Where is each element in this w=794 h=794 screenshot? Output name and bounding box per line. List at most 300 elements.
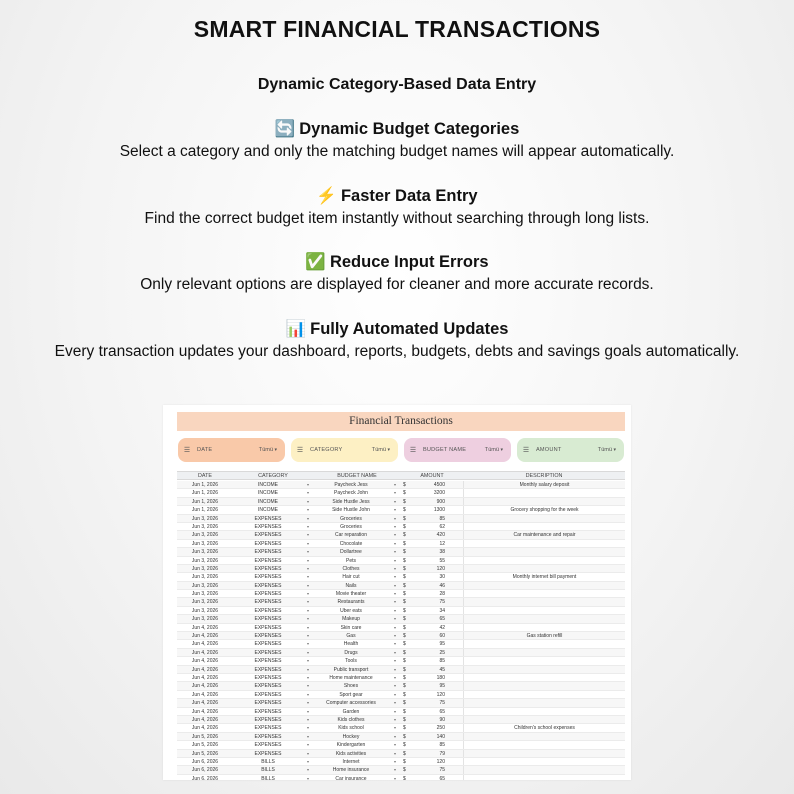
category-dropdown-arrow-icon[interactable]: ▾ xyxy=(306,775,309,780)
category-dropdown-arrow-icon[interactable]: ▾ xyxy=(306,482,309,487)
cell-amount[interactable]: 180 xyxy=(436,674,445,681)
category-dropdown-arrow-icon[interactable]: ▾ xyxy=(306,607,309,613)
cell-budget-name[interactable]: Car reparation xyxy=(335,532,367,539)
cell-amount[interactable]: 85 xyxy=(439,658,445,665)
table-row[interactable] xyxy=(177,624,625,632)
filter-value-dropdown[interactable]: Tümü ▾ xyxy=(259,447,277,453)
budget-dropdown-arrow-icon[interactable]: ▾ xyxy=(393,616,396,622)
cell-description[interactable] xyxy=(463,741,625,748)
cell-date[interactable]: Jun 6, 2026 xyxy=(191,775,219,780)
cell-date[interactable]: Jun 3, 2026 xyxy=(191,616,219,623)
cell-category[interactable]: INCOME xyxy=(258,507,278,514)
budget-dropdown-arrow-icon[interactable]: ▾ xyxy=(393,758,396,764)
budget-dropdown-arrow-icon[interactable]: ▾ xyxy=(393,708,396,714)
cell-category[interactable]: EXPENSES xyxy=(254,616,282,623)
cell-date[interactable]: Jun 4, 2026 xyxy=(191,666,219,673)
budget-dropdown-arrow-icon[interactable]: ▾ xyxy=(393,482,396,487)
cell-date[interactable]: Jun 4, 2026 xyxy=(191,691,219,698)
cell-description[interactable] xyxy=(463,523,625,530)
cell-description[interactable] xyxy=(463,691,625,698)
category-dropdown-arrow-icon[interactable]: ▾ xyxy=(306,574,309,580)
budget-dropdown-arrow-icon[interactable]: ▾ xyxy=(393,540,396,546)
cell-date[interactable]: Jun 3, 2026 xyxy=(191,582,219,589)
category-dropdown-arrow-icon[interactable]: ▾ xyxy=(306,666,309,672)
category-dropdown-arrow-icon[interactable]: ▾ xyxy=(306,616,309,622)
table-row[interactable] xyxy=(177,733,625,741)
cell-amount[interactable]: 79 xyxy=(439,750,445,757)
cell-description[interactable] xyxy=(463,657,625,664)
category-dropdown-arrow-icon[interactable]: ▾ xyxy=(306,658,309,664)
budget-dropdown-arrow-icon[interactable]: ▾ xyxy=(393,750,396,756)
category-dropdown-arrow-icon[interactable]: ▾ xyxy=(306,633,309,639)
table-row[interactable] xyxy=(177,632,625,640)
category-dropdown-arrow-icon[interactable]: ▾ xyxy=(306,725,309,731)
table-row[interactable] xyxy=(177,615,625,623)
category-dropdown-arrow-icon[interactable]: ▾ xyxy=(306,490,309,496)
cell-category[interactable]: EXPENSES xyxy=(254,582,282,589)
budget-dropdown-arrow-icon[interactable]: ▾ xyxy=(393,683,396,689)
cell-category[interactable]: EXPENSES xyxy=(254,607,282,614)
cell-date[interactable]: Jun 4, 2026 xyxy=(191,649,219,656)
budget-dropdown-arrow-icon[interactable]: ▾ xyxy=(393,624,396,630)
table-row[interactable] xyxy=(177,766,625,774)
cell-budget-name[interactable]: Groceries xyxy=(340,515,362,522)
cell-description[interactable] xyxy=(463,590,625,597)
cell-budget-name[interactable]: Skin care xyxy=(340,624,362,631)
table-row[interactable] xyxy=(177,557,625,565)
cell-amount[interactable]: 62 xyxy=(439,523,445,530)
cell-budget-name[interactable]: Garden xyxy=(342,708,360,715)
cell-description[interactable]: Monthly internet bill payment xyxy=(463,573,625,580)
budget-dropdown-arrow-icon[interactable]: ▾ xyxy=(393,666,396,672)
budget-dropdown-arrow-icon[interactable]: ▾ xyxy=(393,767,396,773)
budget-dropdown-arrow-icon[interactable]: ▾ xyxy=(393,674,396,680)
budget-dropdown-arrow-icon[interactable]: ▾ xyxy=(393,515,396,521)
table-row[interactable] xyxy=(177,540,625,548)
cell-date[interactable]: Jun 3, 2026 xyxy=(191,557,219,564)
table-row[interactable] xyxy=(177,750,625,758)
cell-amount[interactable]: 12 xyxy=(439,540,445,547)
cell-date[interactable]: Jun 4, 2026 xyxy=(191,674,219,681)
cell-amount[interactable]: 28 xyxy=(439,591,445,598)
cell-date[interactable]: Jun 3, 2026 xyxy=(191,599,219,606)
cell-date[interactable]: Jun 1, 2026 xyxy=(191,482,219,488)
filter-category[interactable] xyxy=(291,438,398,462)
cell-date[interactable]: Jun 6, 2026 xyxy=(191,758,219,765)
category-dropdown-arrow-icon[interactable]: ▾ xyxy=(306,507,309,513)
category-dropdown-arrow-icon[interactable]: ▾ xyxy=(306,767,309,773)
cell-category[interactable]: EXPENSES xyxy=(254,591,282,598)
cell-amount[interactable]: 900 xyxy=(436,498,445,505)
cell-amount[interactable]: 55 xyxy=(439,557,445,564)
budget-dropdown-arrow-icon[interactable]: ▾ xyxy=(393,565,396,571)
cell-amount[interactable]: 1300 xyxy=(433,507,445,514)
budget-dropdown-arrow-icon[interactable]: ▾ xyxy=(393,742,396,748)
cell-amount[interactable]: 75 xyxy=(439,700,445,707)
table-row[interactable] xyxy=(177,682,625,690)
cell-amount[interactable]: 65 xyxy=(439,775,445,780)
cell-category[interactable]: EXPENSES xyxy=(254,557,282,564)
table-row[interactable] xyxy=(177,498,625,506)
cell-category[interactable]: EXPENSES xyxy=(254,742,282,749)
cell-date[interactable]: Jun 4, 2026 xyxy=(191,700,219,707)
cell-category[interactable]: EXPENSES xyxy=(254,666,282,673)
cell-description[interactable] xyxy=(463,775,625,780)
table-row[interactable] xyxy=(177,708,625,716)
table-row[interactable] xyxy=(177,582,625,590)
budget-dropdown-arrow-icon[interactable]: ▾ xyxy=(393,607,396,613)
cell-category[interactable]: EXPENSES xyxy=(254,515,282,522)
cell-description[interactable] xyxy=(463,598,625,605)
budget-dropdown-arrow-icon[interactable]: ▾ xyxy=(393,490,396,496)
column-header-description[interactable]: DESCRIPTION xyxy=(525,473,563,479)
table-row[interactable] xyxy=(177,674,625,682)
cell-amount[interactable]: 90 xyxy=(439,716,445,723)
cell-amount[interactable]: 34 xyxy=(439,607,445,614)
cell-description[interactable] xyxy=(463,565,625,572)
category-dropdown-arrow-icon[interactable]: ▾ xyxy=(306,591,309,597)
cell-description[interactable] xyxy=(463,699,625,706)
table-row[interactable] xyxy=(177,716,625,724)
column-header-amount[interactable]: AMOUNT xyxy=(420,473,444,479)
cell-amount[interactable]: 120 xyxy=(436,565,445,572)
cell-amount[interactable]: 85 xyxy=(439,742,445,749)
cell-description[interactable] xyxy=(463,766,625,773)
budget-dropdown-arrow-icon[interactable]: ▾ xyxy=(393,532,396,538)
cell-category[interactable]: EXPENSES xyxy=(254,549,282,556)
cell-category[interactable]: EXPENSES xyxy=(254,725,282,732)
cell-amount[interactable]: 95 xyxy=(439,683,445,690)
table-row[interactable] xyxy=(177,640,625,648)
category-dropdown-arrow-icon[interactable]: ▾ xyxy=(306,700,309,706)
category-dropdown-arrow-icon[interactable]: ▾ xyxy=(306,758,309,764)
column-header-budget-name[interactable]: BUDGET NAME xyxy=(337,473,377,479)
cell-description[interactable]: Grocery shopping for the week xyxy=(463,506,625,513)
cell-category[interactable]: EXPENSES xyxy=(254,565,282,572)
cell-budget-name[interactable]: Groceries xyxy=(340,523,362,530)
cell-date[interactable]: Jun 3, 2026 xyxy=(191,515,219,522)
cell-amount[interactable]: 420 xyxy=(436,532,445,539)
cell-date[interactable]: Jun 3, 2026 xyxy=(191,565,219,572)
category-dropdown-arrow-icon[interactable]: ▾ xyxy=(306,683,309,689)
cell-budget-name[interactable]: Makeup xyxy=(342,616,360,623)
category-dropdown-arrow-icon[interactable]: ▾ xyxy=(306,599,309,605)
cell-date[interactable]: Jun 3, 2026 xyxy=(191,574,219,581)
cell-date[interactable]: Jun 3, 2026 xyxy=(191,523,219,530)
cell-date[interactable]: Jun 3, 2026 xyxy=(191,549,219,556)
cell-amount[interactable]: 42 xyxy=(439,624,445,631)
cell-amount[interactable]: 250 xyxy=(436,725,445,732)
budget-dropdown-arrow-icon[interactable]: ▾ xyxy=(393,725,396,731)
cell-date[interactable]: Jun 3, 2026 xyxy=(191,591,219,598)
cell-budget-name[interactable]: Hair cut xyxy=(342,574,360,581)
table-row[interactable] xyxy=(177,590,625,598)
budget-dropdown-arrow-icon[interactable]: ▾ xyxy=(393,700,396,706)
cell-description[interactable]: Gas station refill xyxy=(463,632,625,639)
cell-budget-name[interactable]: Tools xyxy=(345,658,357,665)
cell-budget-name[interactable]: Clothes xyxy=(342,565,360,572)
cell-category[interactable]: EXPENSES xyxy=(254,674,282,681)
budget-dropdown-arrow-icon[interactable]: ▾ xyxy=(393,523,396,529)
cell-category[interactable]: EXPENSES xyxy=(254,574,282,581)
cell-budget-name[interactable]: Paycheck John xyxy=(334,490,368,497)
cell-category[interactable]: EXPENSES xyxy=(254,716,282,723)
category-dropdown-arrow-icon[interactable]: ▾ xyxy=(306,691,309,697)
table-row[interactable] xyxy=(177,531,625,539)
table-row[interactable] xyxy=(177,649,625,657)
table-row[interactable] xyxy=(177,515,625,523)
category-dropdown-arrow-icon[interactable]: ▾ xyxy=(306,716,309,722)
cell-description[interactable] xyxy=(463,548,625,555)
table-row[interactable] xyxy=(177,699,625,707)
cell-date[interactable]: Jun 1, 2026 xyxy=(191,490,219,497)
cell-budget-name[interactable]: Home insurance xyxy=(332,767,370,774)
category-dropdown-arrow-icon[interactable]: ▾ xyxy=(306,742,309,748)
cell-budget-name[interactable]: Health xyxy=(343,641,359,648)
cell-amount[interactable]: 46 xyxy=(439,582,445,589)
cell-amount[interactable]: 95 xyxy=(439,641,445,648)
budget-dropdown-arrow-icon[interactable]: ▾ xyxy=(393,733,396,739)
cell-amount[interactable]: 30 xyxy=(439,574,445,581)
cell-description[interactable] xyxy=(463,582,625,589)
cell-date[interactable]: Jun 4, 2026 xyxy=(191,658,219,665)
filter-date[interactable] xyxy=(178,438,285,462)
budget-dropdown-arrow-icon[interactable]: ▾ xyxy=(393,582,396,588)
cell-category[interactable]: EXPENSES xyxy=(254,523,282,530)
cell-date[interactable]: Jun 6, 2026 xyxy=(191,767,219,774)
cell-budget-name[interactable]: Public transport xyxy=(333,666,369,673)
budget-dropdown-arrow-icon[interactable]: ▾ xyxy=(393,507,396,513)
cell-description[interactable] xyxy=(463,750,625,757)
table-row[interactable] xyxy=(177,775,625,780)
cell-category[interactable]: BILLS xyxy=(261,767,275,774)
cell-description[interactable] xyxy=(463,540,625,547)
category-dropdown-arrow-icon[interactable]: ▾ xyxy=(306,641,309,647)
cell-description[interactable] xyxy=(463,674,625,681)
cell-budget-name[interactable]: Dollartree xyxy=(340,549,362,556)
cell-budget-name[interactable]: Shoes xyxy=(343,683,359,690)
column-header-category[interactable]: CATEGORY xyxy=(258,473,288,479)
cell-budget-name[interactable]: Chocolate xyxy=(339,540,363,547)
cell-description[interactable] xyxy=(463,607,625,614)
table-row[interactable] xyxy=(177,724,625,732)
filter-value-dropdown[interactable]: Tümü ▾ xyxy=(485,447,503,453)
cell-description[interactable] xyxy=(463,624,625,631)
cell-budget-name[interactable]: Kindergarten xyxy=(336,742,366,749)
cell-description[interactable] xyxy=(463,708,625,715)
cell-description[interactable] xyxy=(463,649,625,656)
table-row[interactable] xyxy=(177,598,625,606)
cell-description[interactable] xyxy=(463,733,625,740)
cell-amount[interactable]: 75 xyxy=(439,599,445,606)
budget-dropdown-arrow-icon[interactable]: ▾ xyxy=(393,649,396,655)
cell-category[interactable]: EXPENSES xyxy=(254,750,282,757)
cell-date[interactable]: Jun 3, 2026 xyxy=(191,540,219,547)
cell-category[interactable]: EXPENSES xyxy=(254,641,282,648)
budget-dropdown-arrow-icon[interactable]: ▾ xyxy=(393,658,396,664)
filter-amount[interactable] xyxy=(517,438,624,462)
cell-amount[interactable]: 65 xyxy=(439,708,445,715)
filter-value-dropdown[interactable]: Tümü ▾ xyxy=(372,447,390,453)
table-row[interactable] xyxy=(177,565,625,573)
category-dropdown-arrow-icon[interactable]: ▾ xyxy=(306,733,309,739)
cell-amount[interactable]: 3200 xyxy=(433,490,445,497)
cell-date[interactable]: Jun 4, 2026 xyxy=(191,725,219,732)
cell-amount[interactable]: 38 xyxy=(439,549,445,556)
cell-description[interactable]: Car maintenance and repair xyxy=(463,531,625,538)
budget-dropdown-arrow-icon[interactable]: ▾ xyxy=(393,557,396,563)
budget-dropdown-arrow-icon[interactable]: ▾ xyxy=(393,641,396,647)
cell-date[interactable]: Jun 5, 2026 xyxy=(191,742,219,749)
cell-amount[interactable]: 75 xyxy=(439,767,445,774)
budget-dropdown-arrow-icon[interactable]: ▾ xyxy=(393,775,396,780)
cell-category[interactable]: EXPENSES xyxy=(254,700,282,707)
table-row[interactable] xyxy=(177,758,625,766)
cell-budget-name[interactable]: Paycheck Jess xyxy=(334,482,368,488)
table-row[interactable] xyxy=(177,481,625,489)
cell-budget-name[interactable]: Sport gear xyxy=(339,691,363,698)
cell-budget-name[interactable]: Movie theater xyxy=(335,591,367,598)
column-header-date[interactable]: DATE xyxy=(198,473,212,479)
cell-budget-name[interactable]: Side Hustle Jess xyxy=(332,498,370,505)
cell-budget-name[interactable]: Internet xyxy=(342,758,360,765)
table-row[interactable] xyxy=(177,607,625,615)
budget-dropdown-arrow-icon[interactable]: ▾ xyxy=(393,599,396,605)
cell-amount[interactable]: 85 xyxy=(439,515,445,522)
budget-dropdown-arrow-icon[interactable]: ▾ xyxy=(393,549,396,555)
cell-description[interactable] xyxy=(463,515,625,522)
cell-amount[interactable]: 140 xyxy=(436,733,445,740)
cell-description[interactable] xyxy=(463,498,625,505)
cell-description[interactable] xyxy=(463,758,625,765)
cell-description[interactable] xyxy=(463,666,625,673)
budget-dropdown-arrow-icon[interactable]: ▾ xyxy=(393,633,396,639)
cell-amount[interactable]: 120 xyxy=(436,758,445,765)
cell-description[interactable]: Children's school expenses xyxy=(463,724,625,731)
cell-category[interactable]: EXPENSES xyxy=(254,540,282,547)
table-row[interactable] xyxy=(177,666,625,674)
cell-description[interactable] xyxy=(463,682,625,689)
cell-date[interactable]: Jun 4, 2026 xyxy=(191,716,219,723)
cell-category[interactable]: EXPENSES xyxy=(254,733,282,740)
category-dropdown-arrow-icon[interactable]: ▾ xyxy=(306,750,309,756)
cell-category[interactable]: INCOME xyxy=(258,482,278,488)
cell-amount[interactable]: 120 xyxy=(436,691,445,698)
category-dropdown-arrow-icon[interactable]: ▾ xyxy=(306,624,309,630)
category-dropdown-arrow-icon[interactable]: ▾ xyxy=(306,565,309,571)
cell-category[interactable]: EXPENSES xyxy=(254,708,282,715)
budget-dropdown-arrow-icon[interactable]: ▾ xyxy=(393,574,396,580)
cell-budget-name[interactable]: Gas xyxy=(346,633,356,640)
budget-dropdown-arrow-icon[interactable]: ▾ xyxy=(393,691,396,697)
cell-amount[interactable]: 45 xyxy=(439,666,445,673)
cell-description[interactable]: Monthly salary deposit xyxy=(463,481,625,488)
category-dropdown-arrow-icon[interactable]: ▾ xyxy=(306,523,309,529)
cell-budget-name[interactable]: Drugs xyxy=(344,649,358,656)
category-dropdown-arrow-icon[interactable]: ▾ xyxy=(306,557,309,563)
cell-budget-name[interactable]: Kids clothes xyxy=(337,716,365,723)
cell-description[interactable] xyxy=(463,615,625,622)
cell-budget-name[interactable]: Uber eats xyxy=(340,607,362,614)
category-dropdown-arrow-icon[interactable]: ▾ xyxy=(306,498,309,504)
cell-date[interactable]: Jun 1, 2026 xyxy=(191,507,219,514)
cell-budget-name[interactable]: Nails xyxy=(345,582,357,589)
cell-budget-name[interactable]: Restaurants xyxy=(337,599,365,606)
cell-category[interactable]: EXPENSES xyxy=(254,624,282,631)
cell-date[interactable]: Jun 4, 2026 xyxy=(191,708,219,715)
table-row[interactable] xyxy=(177,489,625,497)
cell-description[interactable] xyxy=(463,489,625,496)
cell-category[interactable]: EXPENSES xyxy=(254,532,282,539)
cell-category[interactable]: EXPENSES xyxy=(254,599,282,606)
cell-budget-name[interactable]: Car insurance xyxy=(335,775,367,780)
cell-category[interactable]: EXPENSES xyxy=(254,633,282,640)
category-dropdown-arrow-icon[interactable]: ▾ xyxy=(306,540,309,546)
cell-date[interactable]: Jun 1, 2026 xyxy=(191,498,219,505)
cell-budget-name[interactable]: Computer accessories xyxy=(326,700,376,707)
cell-date[interactable]: Jun 4, 2026 xyxy=(191,641,219,648)
table-row[interactable] xyxy=(177,657,625,665)
table-row[interactable] xyxy=(177,548,625,556)
cell-budget-name[interactable]: Hockey xyxy=(342,733,360,740)
cell-category[interactable]: EXPENSES xyxy=(254,658,282,665)
cell-date[interactable]: Jun 4, 2026 xyxy=(191,683,219,690)
cell-date[interactable]: Jun 5, 2026 xyxy=(191,733,219,740)
cell-amount[interactable]: 25 xyxy=(439,649,445,656)
category-dropdown-arrow-icon[interactable]: ▾ xyxy=(306,708,309,714)
cell-category[interactable]: INCOME xyxy=(258,490,278,497)
category-dropdown-arrow-icon[interactable]: ▾ xyxy=(306,532,309,538)
budget-dropdown-arrow-icon[interactable]: ▾ xyxy=(393,716,396,722)
cell-amount[interactable]: 65 xyxy=(439,616,445,623)
cell-date[interactable]: Jun 4, 2026 xyxy=(191,624,219,631)
filter-value-dropdown[interactable]: Tümü ▾ xyxy=(598,447,616,453)
cell-description[interactable] xyxy=(463,716,625,723)
category-dropdown-arrow-icon[interactable]: ▾ xyxy=(306,515,309,521)
cell-budget-name[interactable]: Home maintenance xyxy=(329,674,373,681)
cell-category[interactable]: EXPENSES xyxy=(254,649,282,656)
cell-amount[interactable]: 60 xyxy=(439,633,445,640)
table-row[interactable] xyxy=(177,573,625,581)
table-row[interactable] xyxy=(177,523,625,531)
table-row[interactable] xyxy=(177,506,625,514)
table-row[interactable] xyxy=(177,691,625,699)
cell-description[interactable] xyxy=(463,640,625,647)
cell-description[interactable] xyxy=(463,557,625,564)
cell-date[interactable]: Jun 3, 2026 xyxy=(191,532,219,539)
cell-category[interactable]: EXPENSES xyxy=(254,691,282,698)
cell-category[interactable]: EXPENSES xyxy=(254,683,282,690)
cell-category[interactable]: BILLS xyxy=(261,758,275,765)
cell-category[interactable]: INCOME xyxy=(258,498,278,505)
cell-amount[interactable]: 4500 xyxy=(433,482,445,488)
cell-budget-name[interactable]: Side Hustle John xyxy=(332,507,370,514)
cell-budget-name[interactable]: Kids school xyxy=(338,725,364,732)
cell-date[interactable]: Jun 4, 2026 xyxy=(191,633,219,640)
filter-budget-name[interactable] xyxy=(404,438,511,462)
table-row[interactable] xyxy=(177,741,625,749)
budget-dropdown-arrow-icon[interactable]: ▾ xyxy=(393,498,396,504)
cell-date[interactable]: Jun 5, 2026 xyxy=(191,750,219,757)
category-dropdown-arrow-icon[interactable]: ▾ xyxy=(306,649,309,655)
cell-category[interactable]: BILLS xyxy=(261,775,275,780)
category-dropdown-arrow-icon[interactable]: ▾ xyxy=(306,549,309,555)
cell-date[interactable]: Jun 3, 2026 xyxy=(191,607,219,614)
cell-budget-name[interactable]: Pets xyxy=(345,557,356,564)
category-dropdown-arrow-icon[interactable]: ▾ xyxy=(306,582,309,588)
cell-budget-name[interactable]: Kids activities xyxy=(335,750,367,757)
category-dropdown-arrow-icon[interactable]: ▾ xyxy=(306,674,309,680)
